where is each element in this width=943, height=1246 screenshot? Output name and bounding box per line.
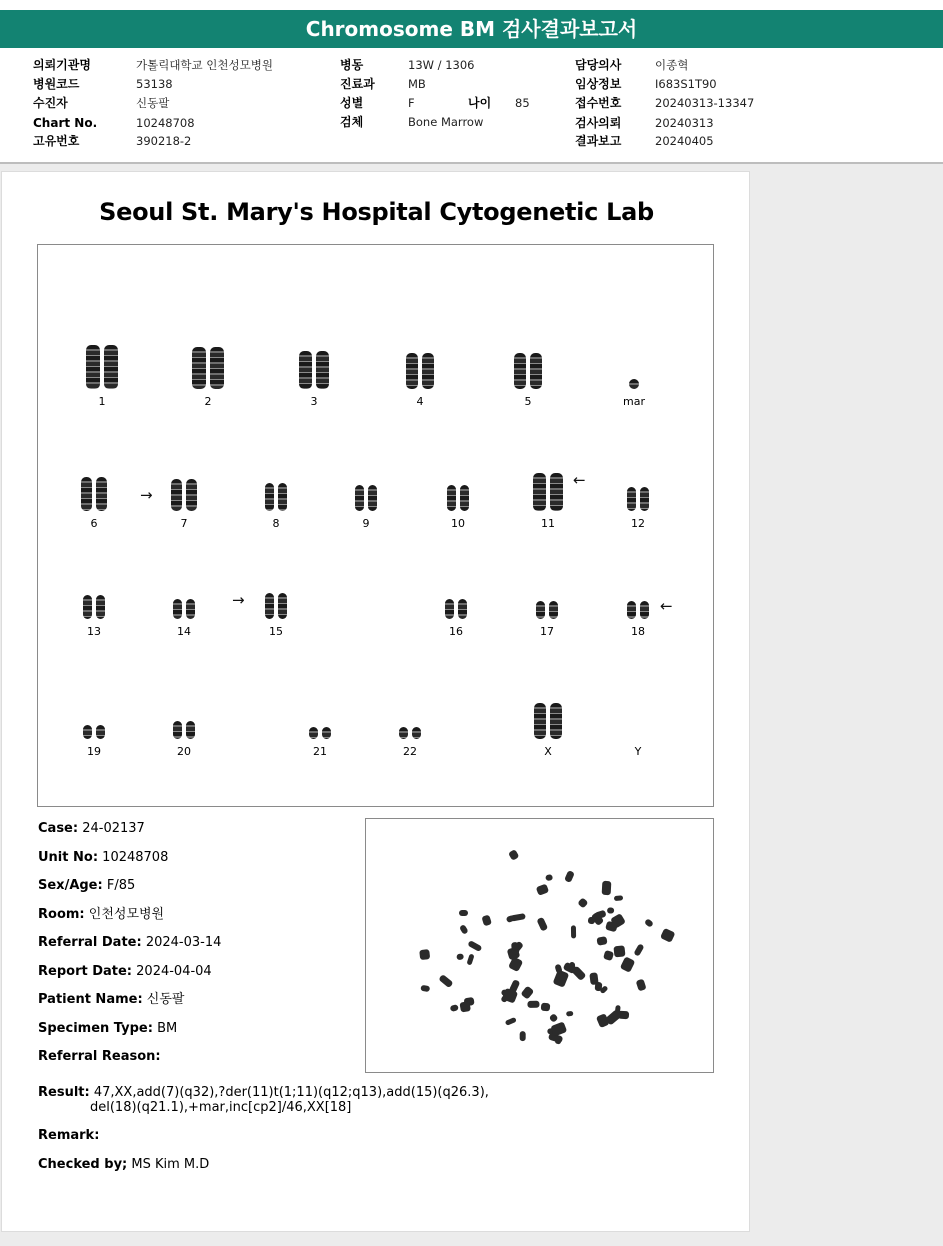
info-row-referral-reason [38, 1048, 358, 1077]
chromosome-pair [86, 339, 118, 389]
chromosome-image [173, 721, 182, 739]
metaphase-chromosome [636, 979, 647, 992]
header-label-department: 진료과 [340, 77, 375, 91]
arrow-chr15-icon: → [232, 591, 245, 609]
metaphase-chromosome [520, 1031, 526, 1041]
metaphase-chromosome [459, 910, 467, 916]
chromosome-pair [406, 339, 434, 389]
info-value: 신동팔 [146, 992, 185, 1007]
arrow-chr7-icon: → [140, 486, 153, 504]
metaphase-chromosome [578, 898, 589, 909]
metaphase-chromosome [459, 924, 469, 935]
chromosome-image [550, 473, 563, 511]
info-value: 24-02137 [82, 821, 145, 836]
header-value-accession-no: 20240313-13347 [655, 96, 755, 110]
metaphase-chromosome [603, 950, 614, 962]
chromosome-pair [171, 461, 196, 511]
metaphase-chromosome [633, 944, 644, 957]
chromosome-5 [498, 339, 558, 408]
result-karyotype-line2: del(18)(q21.1),+mar,inc[cp2]/46,XX[18] [90, 1100, 352, 1115]
chromosome-label: mar [623, 395, 645, 408]
chromosome-image [192, 347, 206, 389]
chromosome-image [278, 593, 287, 619]
metaphase-chromosome [644, 918, 654, 927]
info-label: Room: [38, 906, 85, 922]
chromosome-22 [380, 689, 440, 758]
chromosome-image [86, 345, 100, 389]
metaphase-chromosome [549, 1013, 559, 1023]
chromosome-pair [627, 569, 649, 619]
chromosome-11 [518, 461, 578, 530]
chromosome-image [316, 351, 329, 389]
metaphase-chromosome [482, 914, 492, 926]
chromosome-pair [192, 339, 224, 389]
header-value-hospital-code: 53138 [136, 77, 173, 91]
chromosome-label: 15 [269, 625, 283, 638]
remark-label: Remark: [38, 1128, 100, 1143]
chromosome-label: 14 [177, 625, 191, 638]
chromosome-label: 17 [540, 625, 554, 638]
chromosome-pair [299, 339, 328, 389]
info-row-specimen-type [38, 1020, 358, 1049]
chromosome-image [265, 483, 274, 511]
info-value: 2024-03-14 [145, 935, 222, 950]
chromosome-image [627, 487, 636, 511]
chromosome-image [83, 595, 92, 619]
metaphase-chromosome [587, 917, 595, 925]
chromosome-image [355, 485, 364, 511]
checked-by-value: MS Kim M.D [131, 1157, 210, 1172]
metaphase-chromosome [540, 1003, 549, 1012]
metaphase-image [365, 818, 714, 1073]
metaphase-chromosome [466, 953, 474, 965]
chromosome-image [96, 477, 107, 511]
chromosome-21 [290, 689, 350, 758]
info-value: 2024-04-04 [136, 963, 212, 979]
chromosome-mar [604, 339, 664, 408]
chromosome-2 [178, 339, 238, 408]
info-value: 10248708 [102, 849, 169, 865]
metaphase-chromosome [504, 1017, 517, 1026]
metaphase-chromosome [605, 921, 618, 933]
chromosome-image [309, 727, 318, 739]
result-label: Result: [38, 1085, 90, 1100]
header-value-age: 85 [515, 96, 530, 110]
chromosome-label: 18 [631, 625, 645, 638]
info-row-room [38, 906, 358, 935]
metaphase-chromosome [601, 880, 611, 895]
metaphase-chromosome [459, 1001, 471, 1013]
chromosome-pair [629, 339, 639, 389]
chromosome-image [210, 347, 224, 389]
chromosome-label: 5 [524, 395, 532, 408]
chromosome-image [173, 599, 182, 619]
metaphase-chromosome [614, 945, 626, 957]
header-value-chart-no: 10248708 [136, 116, 195, 130]
chromosome-8 [246, 461, 306, 530]
metaphase-chromosome [455, 953, 463, 960]
chromosome-label: 6 [90, 517, 98, 530]
chromosome-12 [608, 461, 668, 530]
metaphase-chromosome [564, 870, 575, 883]
chromosome-image [322, 727, 331, 739]
chromosome-image [299, 351, 312, 389]
chromosome-pair [514, 339, 542, 389]
chromosome-image [265, 593, 274, 619]
info-row-patient-name [38, 991, 358, 1020]
info-value: F/85 [106, 878, 136, 893]
karyogram-panel [37, 244, 714, 807]
chromosome-image [549, 601, 558, 619]
chromosome-pair [627, 461, 649, 511]
chromosome-image [104, 345, 118, 389]
metaphase-chromosome [614, 895, 623, 901]
chromosome-image [447, 485, 456, 511]
chromosome-label: 1 [98, 395, 106, 408]
chromosome-label: 22 [403, 745, 417, 758]
header-value-requesting-institution: 가톨릭대학교 인천성모병원 [136, 58, 273, 72]
chromosome-10 [428, 461, 488, 530]
chromosome-3 [284, 339, 344, 408]
header-label-clinical-info: 임상정보 [575, 77, 622, 91]
chromosome-image [83, 725, 92, 739]
chromosome-pair [399, 689, 421, 739]
metaphase-chromosome [537, 917, 549, 931]
metaphase-chromosome [566, 1010, 574, 1016]
arrow-chr11-icon: ← [573, 471, 586, 489]
metaphase-chromosome [660, 928, 676, 943]
header-label-unique-id: 고유번호 [33, 134, 80, 148]
info-row-report-date [38, 963, 358, 992]
info-row-referral-date [38, 934, 358, 963]
header-value-physician: 이종혁 [655, 58, 689, 72]
chromosome-label: 7 [180, 517, 188, 530]
chromosome-image [422, 353, 434, 389]
header-label-requesting-institution: 의뢰기관명 [33, 58, 91, 72]
chromosome-y [608, 689, 668, 758]
chromosome-7 [154, 461, 214, 530]
chromosome-label: 10 [451, 517, 465, 530]
header-label-hospital-code: 병원코드 [33, 77, 80, 91]
top-strip [0, 0, 943, 10]
chromosome-label: 16 [449, 625, 463, 638]
header-value-department: MB [408, 77, 426, 91]
chromosome-label: 4 [416, 395, 424, 408]
chromosome-label: 19 [87, 745, 101, 758]
metaphase-chromosome [545, 874, 553, 881]
metaphase-chromosome [450, 1004, 460, 1012]
report-sheet [1, 171, 750, 1232]
chromosome-label: X [544, 745, 552, 758]
metaphase-chromosome [506, 915, 515, 923]
header-value-sex: F [408, 96, 415, 110]
chromosome-label: 3 [310, 395, 318, 408]
chromosome-pair [265, 569, 287, 619]
info-label: Specimen Type: [38, 1020, 153, 1036]
metaphase-chromosome [438, 974, 454, 989]
chromosome-image [533, 473, 546, 511]
info-label: Referral Date: [38, 935, 142, 950]
chromosome-image [186, 721, 195, 739]
metaphase-chromosome [507, 849, 519, 861]
metaphase-chromosome [535, 884, 548, 896]
header-label-sex: 성별 [340, 96, 364, 110]
header-value-request-date: 20240313 [655, 116, 714, 130]
chromosome-label: 2 [204, 395, 212, 408]
chromosome-pair [355, 461, 377, 511]
chromosome-19 [64, 689, 124, 758]
header-value-ward: 13W / 1306 [408, 58, 475, 72]
info-value: BM [157, 1020, 178, 1036]
chromosome-pair [173, 689, 195, 739]
header-label-age: 나이 [468, 96, 492, 110]
chromosome-17 [517, 569, 577, 638]
chromosome-pair [445, 569, 467, 619]
arrow-chr18-icon: ← [660, 597, 673, 615]
chromosome-pair [173, 569, 195, 619]
header-label-ward: 병동 [340, 58, 364, 72]
chromosome-image [368, 485, 377, 511]
metaphase-chromosome [620, 956, 636, 973]
chromosome-label: 20 [177, 745, 191, 758]
chromosome-image [460, 485, 469, 511]
header-value-specimen: Bone Marrow [408, 115, 484, 129]
chromosome-label: 12 [631, 517, 645, 530]
metaphase-chromosome [608, 907, 615, 913]
metaphase-chromosome [419, 949, 430, 960]
case-info [38, 820, 358, 1077]
metaphase-chromosome [468, 940, 483, 952]
info-label: Unit No: [38, 849, 99, 865]
chromosome-pair [534, 689, 562, 739]
chromosome-image [278, 483, 287, 511]
report-banner-title: Chromosome BM 검사결과보고서 [0, 10, 943, 48]
info-label: Patient Name: [38, 992, 143, 1007]
chromosome-image [96, 725, 105, 739]
metaphase-chromosome [589, 973, 598, 986]
chromosome-image [530, 353, 542, 389]
metaphase-chromosome [571, 965, 586, 981]
checked-by [38, 1157, 209, 1172]
header-label-physician: 담당의사 [575, 58, 622, 72]
chromosome-image [550, 703, 562, 739]
chromosome-image [171, 479, 182, 511]
chromosome-9 [336, 461, 396, 530]
info-value: 인천성모병원 [88, 906, 165, 922]
patient-header [0, 48, 943, 164]
chromosome-image [627, 601, 636, 619]
chromosome-pair [83, 569, 105, 619]
chromosome-pair [81, 461, 108, 511]
chromosome-image [640, 487, 649, 511]
header-label-accession-no: 접수번호 [575, 96, 622, 110]
chromosome-label: 13 [87, 625, 101, 638]
result-block [38, 1085, 738, 1116]
chromosome-13 [64, 569, 124, 638]
metaphase-chromosome [571, 925, 576, 938]
chromosome-label: 11 [541, 517, 555, 530]
info-label: Sex/Age: [38, 878, 103, 893]
chromosome-pair [447, 461, 469, 511]
info-row-unit-no [38, 849, 358, 878]
header-value-patient: 신동팔 [136, 96, 170, 110]
chromosome-label: 8 [272, 517, 280, 530]
chromosome-image [445, 599, 454, 619]
metaphase-chromosome [527, 1000, 539, 1007]
header-value-clinical-info: I683S1T90 [655, 77, 717, 91]
chromosome-image [406, 353, 418, 389]
chromosome-image [629, 379, 639, 389]
chromosome-image [186, 479, 197, 511]
chromosome-pair [309, 689, 331, 739]
chromosome-label: Y [634, 745, 642, 758]
chromosome-pair [83, 689, 105, 739]
chromosome-image [399, 727, 408, 739]
chromosome-label: 9 [362, 517, 370, 530]
result-karyotype-line1: 47,XX,add(7)(q32),?der(11)t(1;11)(q12;q13),add(15)(q26.3), [93, 1085, 489, 1100]
chromosome-pair [265, 461, 288, 511]
header-value-unique-id: 390218-2 [136, 134, 192, 148]
chromosome-image [534, 703, 546, 739]
info-label: Case: [38, 821, 79, 836]
chromosome-image [412, 727, 421, 739]
metaphase-chromosome [420, 985, 430, 993]
info-row-sex-age [38, 877, 358, 906]
chromosome-pair [536, 569, 558, 619]
chromosome-15 [246, 569, 306, 638]
header-label-request-date: 검사의뢰 [575, 116, 622, 130]
chromosome-18 [608, 569, 668, 638]
chromosome-16 [426, 569, 486, 638]
header-label-report-date: 결과보고 [575, 134, 622, 148]
metaphase-chromosome [520, 985, 533, 999]
metaphase-chromosome [597, 936, 608, 946]
info-row-case [38, 820, 358, 849]
chromosome-20 [154, 689, 214, 758]
header-label-chart-no: Chart No. [33, 116, 98, 130]
info-label: Report Date: [38, 963, 133, 979]
info-label: Referral Reason: [38, 1049, 161, 1064]
chromosome-image [81, 477, 92, 511]
chromosome-6 [64, 461, 124, 530]
header-label-patient: 수진자 [33, 96, 68, 110]
header-label-specimen: 검체 [340, 115, 364, 129]
lab-title: Seoul St. Mary's Hospital Cytogenetic Lab [99, 198, 654, 226]
header-value-report-date: 20240405 [655, 134, 714, 148]
chromosome-pair [533, 461, 562, 511]
chromosome-image [96, 595, 105, 619]
chromosome-x [518, 689, 578, 758]
chromosome-14 [154, 569, 214, 638]
chromosome-image [458, 599, 467, 619]
chromosome-label: 21 [313, 745, 327, 758]
chromosome-4 [390, 339, 450, 408]
checked-by-label: Checked by; [38, 1157, 128, 1172]
chromosome-image [536, 601, 545, 619]
chromosome-image [640, 601, 649, 619]
chromosome-1 [72, 339, 132, 408]
chromosome-image [186, 599, 195, 619]
chromosome-image [514, 353, 526, 389]
